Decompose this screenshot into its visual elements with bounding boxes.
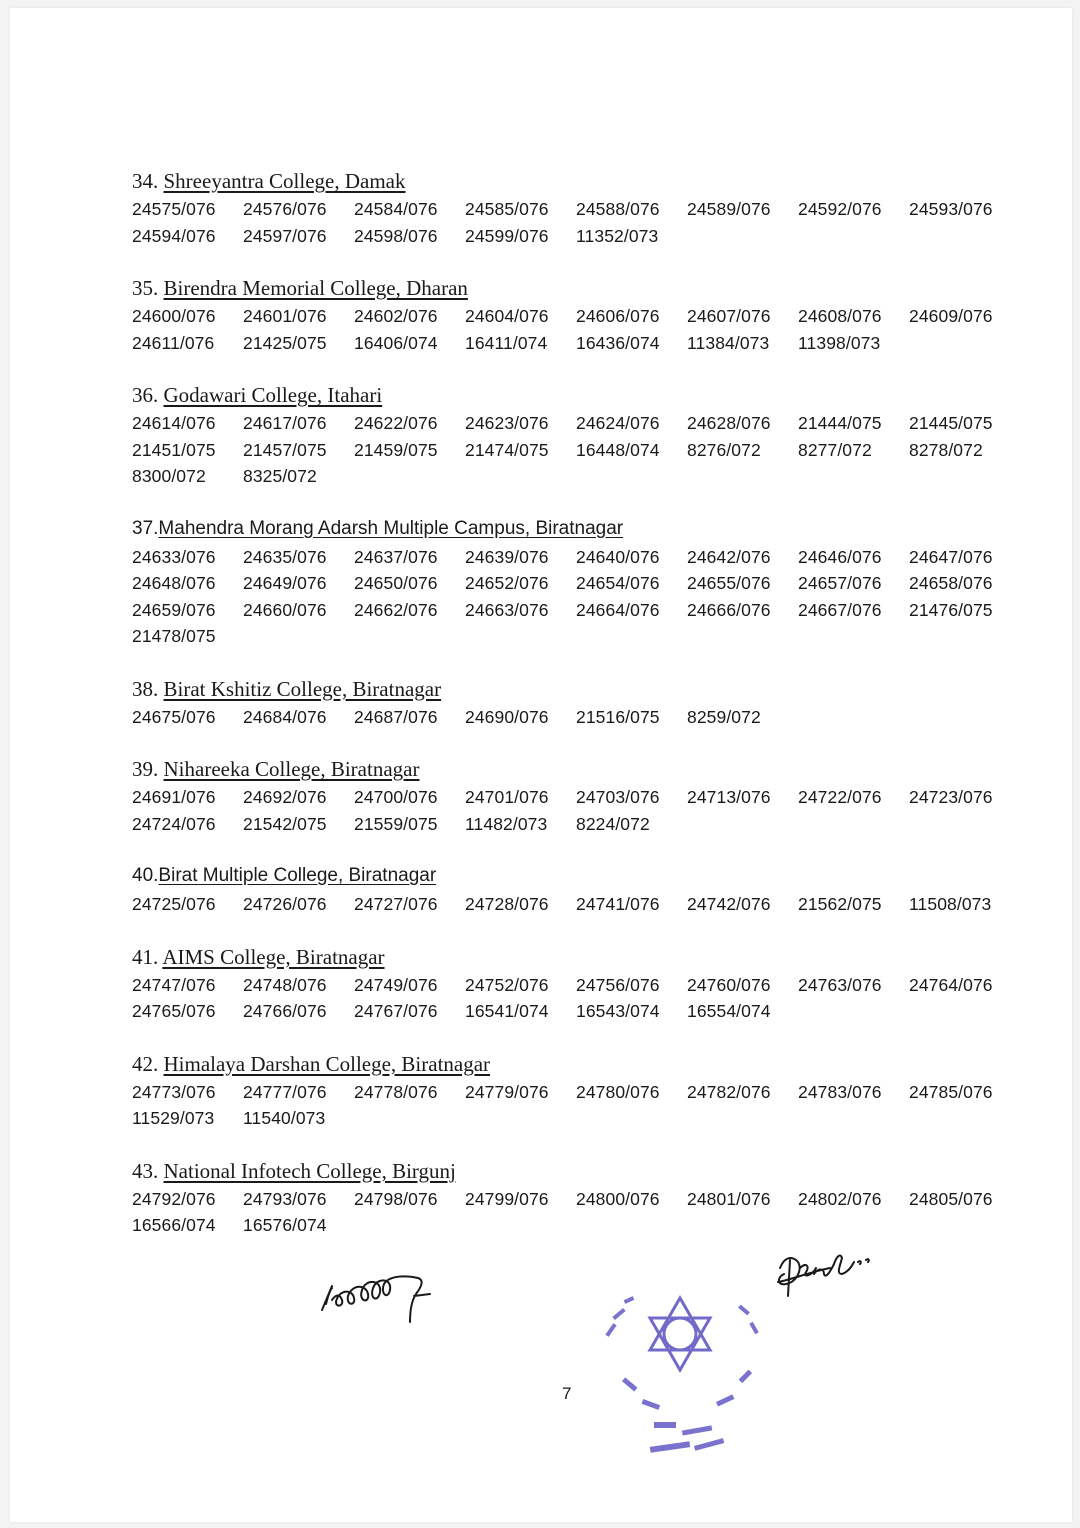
college-section bbox=[132, 676, 1012, 731]
symbol-number: 24646/076 bbox=[798, 546, 882, 567]
symbol-number-grid bbox=[132, 1186, 1012, 1239]
symbol-number: 24701/076 bbox=[465, 787, 549, 807]
symbol-number: 24778/076 bbox=[354, 1081, 438, 1102]
symbol-number: 11482/073 bbox=[465, 813, 548, 834]
symbol-number: 24777/076 bbox=[243, 1081, 327, 1102]
symbol-number: 24713/076 bbox=[687, 787, 771, 807]
symbol-number: 24657/076 bbox=[798, 573, 882, 593]
college-section bbox=[132, 275, 1012, 356]
symbol-number-grid bbox=[132, 410, 1012, 490]
symbol-number: 24592/076 bbox=[798, 199, 882, 219]
symbol-number: 24783/076 bbox=[798, 1081, 882, 1102]
college-heading bbox=[132, 275, 468, 301]
symbol-number: 11384/073 bbox=[687, 332, 770, 353]
document-page bbox=[10, 8, 1072, 1522]
college-section bbox=[132, 516, 1012, 650]
symbol-number-grid bbox=[132, 704, 1012, 731]
symbol-number-grid bbox=[132, 544, 1012, 650]
section-number: 41. bbox=[132, 944, 159, 969]
symbol-number: 24575/076 bbox=[132, 199, 216, 219]
symbol-number: 24722/076 bbox=[798, 787, 882, 807]
symbol-number: 24659/076 bbox=[132, 599, 216, 620]
symbol-number: 24584/076 bbox=[354, 199, 438, 219]
symbol-number: 24637/076 bbox=[354, 546, 438, 567]
symbol-number: 24703/076 bbox=[576, 787, 660, 807]
symbol-number: 16541/074 bbox=[465, 1001, 549, 1021]
symbol-number: 24658/076 bbox=[909, 573, 993, 593]
section-number: 42. bbox=[132, 1051, 159, 1076]
symbol-number: 24782/076 bbox=[687, 1081, 771, 1102]
symbol-number: 24664/076 bbox=[576, 599, 660, 620]
symbol-number: 24728/076 bbox=[465, 894, 549, 914]
symbol-number: 24617/076 bbox=[243, 413, 327, 433]
symbol-number: 24660/076 bbox=[243, 599, 327, 620]
symbol-number-grid bbox=[132, 196, 1012, 249]
symbol-number-grid bbox=[132, 891, 1012, 918]
symbol-number: 24655/076 bbox=[687, 573, 771, 593]
symbol-number-grid bbox=[132, 972, 1012, 1025]
college-heading bbox=[132, 1158, 456, 1184]
college-name: Birat Multiple College, Biratnagar bbox=[158, 865, 437, 886]
symbol-number: 16566/074 bbox=[132, 1215, 216, 1235]
college-section bbox=[132, 382, 1012, 490]
college-section bbox=[132, 168, 1012, 249]
symbol-number: 24763/076 bbox=[798, 974, 882, 995]
symbol-number: 24800/076 bbox=[576, 1188, 660, 1209]
symbol-number: 24608/076 bbox=[798, 306, 882, 326]
college-heading bbox=[132, 676, 441, 702]
college-heading bbox=[132, 1051, 490, 1077]
symbol-number: 24741/076 bbox=[576, 894, 660, 914]
symbol-number: 16406/074 bbox=[354, 332, 438, 353]
symbol-number: 24635/076 bbox=[243, 546, 327, 567]
college-name: Mahendra Morang Adarsh Multiple Campus, Biratnagar bbox=[158, 517, 624, 539]
symbol-number: 24588/076 bbox=[576, 199, 660, 219]
symbol-number: 8259/072 bbox=[687, 706, 761, 727]
symbol-number: 24600/076 bbox=[132, 306, 216, 326]
symbol-number: 24649/076 bbox=[243, 573, 327, 593]
symbol-number: 24640/076 bbox=[576, 546, 660, 567]
symbol-number: 24687/076 bbox=[354, 706, 438, 727]
symbol-number: 24765/076 bbox=[132, 1001, 216, 1021]
symbol-number: 24726/076 bbox=[243, 894, 327, 914]
symbol-number: 8325/072 bbox=[243, 466, 317, 486]
section-number: 34. bbox=[132, 169, 159, 193]
symbol-number: 8277/072 bbox=[798, 439, 872, 460]
symbol-number: 24690/076 bbox=[465, 706, 549, 727]
symbol-number: 24724/076 bbox=[132, 813, 216, 834]
symbol-number: 24767/076 bbox=[354, 1001, 438, 1021]
symbol-number: 16436/074 bbox=[576, 332, 660, 353]
symbol-number-grid bbox=[132, 1079, 1012, 1132]
symbol-number: 24654/076 bbox=[576, 573, 660, 593]
symbol-number: 24773/076 bbox=[132, 1081, 216, 1102]
symbol-number: 24727/076 bbox=[354, 894, 438, 914]
symbol-number: 24766/076 bbox=[243, 1001, 327, 1021]
symbol-number-grid bbox=[132, 784, 1012, 837]
college-heading bbox=[132, 382, 382, 408]
college-heading bbox=[132, 944, 385, 970]
symbol-number: 24601/076 bbox=[243, 306, 327, 326]
symbol-number: 11540/073 bbox=[243, 1108, 326, 1128]
symbol-number: 21444/075 bbox=[798, 413, 882, 433]
college-section bbox=[132, 1051, 1012, 1132]
symbol-number: 11508/073 bbox=[909, 894, 992, 914]
symbol-number: 24805/076 bbox=[909, 1188, 993, 1209]
symbol-number: 8300/072 bbox=[132, 466, 206, 486]
symbol-number: 24691/076 bbox=[132, 787, 216, 807]
symbol-number: 24639/076 bbox=[465, 546, 549, 567]
symbol-number: 24652/076 bbox=[465, 573, 549, 593]
college-name: Himalaya Darshan College, Biratnagar bbox=[163, 1051, 491, 1076]
symbol-number: 24792/076 bbox=[132, 1188, 216, 1209]
symbol-number: 24624/076 bbox=[576, 413, 660, 433]
symbol-number: 21542/075 bbox=[243, 813, 327, 834]
section-number: 40. bbox=[132, 865, 159, 886]
symbol-number: 8224/072 bbox=[576, 813, 650, 834]
college-name: National Infotech College, Birgunj bbox=[163, 1158, 456, 1183]
symbol-number: 21445/075 bbox=[909, 413, 993, 433]
symbol-number: 24684/076 bbox=[243, 706, 327, 727]
symbol-number: 16411/074 bbox=[465, 332, 548, 353]
section-number: 36. bbox=[132, 383, 159, 407]
signature-right bbox=[770, 1238, 890, 1308]
symbol-number: 24752/076 bbox=[465, 974, 549, 995]
symbol-number: 24628/076 bbox=[687, 413, 771, 433]
symbol-number: 24749/076 bbox=[354, 974, 438, 995]
symbol-number-grid bbox=[132, 303, 1012, 356]
symbol-number: 24785/076 bbox=[909, 1081, 993, 1102]
symbol-number: 16576/074 bbox=[243, 1215, 327, 1235]
symbol-number: 24675/076 bbox=[132, 706, 216, 727]
symbol-number: 11398/073 bbox=[798, 332, 881, 353]
symbol-number: 21474/075 bbox=[465, 439, 549, 460]
symbol-number: 24747/076 bbox=[132, 974, 216, 995]
college-heading bbox=[132, 863, 436, 889]
symbol-number: 24614/076 bbox=[132, 413, 216, 433]
symbol-number: 24609/076 bbox=[909, 306, 993, 326]
symbol-number: 24622/076 bbox=[354, 413, 438, 433]
symbol-number: 21478/075 bbox=[132, 626, 216, 646]
college-name: Godawari College, Itahari bbox=[163, 383, 383, 407]
symbol-number: 16448/074 bbox=[576, 439, 660, 460]
college-name: Nihareeka College, Biratnagar bbox=[163, 757, 420, 781]
symbol-number: 24760/076 bbox=[687, 974, 771, 995]
symbol-number: 16554/074 bbox=[687, 1001, 771, 1021]
college-name: Birendra Memorial College, Dharan bbox=[163, 276, 468, 300]
symbol-number: 24593/076 bbox=[909, 199, 993, 219]
college-heading bbox=[132, 516, 623, 542]
symbol-number: 24607/076 bbox=[687, 306, 771, 326]
symbol-number: 24723/076 bbox=[909, 787, 993, 807]
symbol-number: 24764/076 bbox=[909, 974, 993, 995]
symbol-number: 11352/073 bbox=[576, 225, 659, 246]
college-heading bbox=[132, 168, 406, 194]
page-number: 7 bbox=[562, 1384, 572, 1403]
symbol-number: 21562/075 bbox=[798, 894, 882, 914]
symbol-number: 11529/073 bbox=[132, 1108, 215, 1128]
symbol-number: 24602/076 bbox=[354, 306, 438, 326]
symbol-number: 16543/074 bbox=[576, 1001, 660, 1021]
symbol-number: 24589/076 bbox=[687, 199, 771, 219]
symbol-number: 24667/076 bbox=[798, 599, 882, 620]
symbol-number: 24642/076 bbox=[687, 546, 771, 567]
college-heading bbox=[132, 756, 419, 782]
college-name: Shreeyantra College, Damak bbox=[163, 169, 406, 193]
college-name: Birat Kshitiz College, Biratnagar bbox=[163, 676, 442, 701]
symbol-number: 24604/076 bbox=[465, 306, 549, 326]
section-number: 39. bbox=[132, 757, 159, 781]
symbol-number: 24779/076 bbox=[465, 1081, 549, 1102]
college-section bbox=[132, 756, 1012, 837]
symbol-number: 24594/076 bbox=[132, 225, 216, 246]
symbol-number: 24692/076 bbox=[243, 787, 327, 807]
symbol-number: 24611/076 bbox=[132, 332, 215, 353]
symbol-number: 24599/076 bbox=[465, 225, 549, 246]
symbol-number: 21425/075 bbox=[243, 332, 327, 353]
symbol-number: 24793/076 bbox=[243, 1188, 327, 1209]
symbol-number: 24802/076 bbox=[798, 1188, 882, 1209]
symbol-number: 21476/075 bbox=[909, 599, 993, 620]
section-number: 43. bbox=[132, 1158, 159, 1183]
signature-left bbox=[318, 1260, 458, 1340]
symbol-number: 24725/076 bbox=[132, 894, 216, 914]
symbol-number: 24576/076 bbox=[243, 199, 327, 219]
symbol-number: 24742/076 bbox=[687, 894, 771, 914]
university-seal-stamp bbox=[598, 1278, 778, 1468]
symbol-number: 24748/076 bbox=[243, 974, 327, 995]
symbol-number: 24647/076 bbox=[909, 546, 993, 567]
symbol-number: 24597/076 bbox=[243, 225, 327, 246]
symbol-number: 21451/075 bbox=[132, 439, 216, 460]
symbol-number: 24780/076 bbox=[576, 1081, 660, 1102]
symbol-number: 21459/075 bbox=[354, 439, 438, 460]
symbol-number: 21559/075 bbox=[354, 813, 438, 834]
symbol-number: 21457/075 bbox=[243, 439, 327, 460]
symbol-number: 24663/076 bbox=[465, 599, 549, 620]
college-section bbox=[132, 1158, 1012, 1239]
symbol-number: 24799/076 bbox=[465, 1188, 549, 1209]
symbol-number: 24606/076 bbox=[576, 306, 660, 326]
symbol-number: 24648/076 bbox=[132, 573, 216, 593]
symbol-number: 8276/072 bbox=[687, 439, 761, 460]
symbol-number: 24662/076 bbox=[354, 599, 438, 620]
symbol-number: 21516/075 bbox=[576, 706, 660, 727]
symbol-number: 24633/076 bbox=[132, 546, 216, 567]
section-number: 37. bbox=[132, 517, 159, 539]
college-section bbox=[132, 944, 1012, 1025]
college-section bbox=[132, 863, 1012, 918]
symbol-number: 24585/076 bbox=[465, 199, 549, 219]
college-list bbox=[132, 168, 1012, 1265]
symbol-number: 24798/076 bbox=[354, 1188, 438, 1209]
symbol-number: 24598/076 bbox=[354, 225, 438, 246]
symbol-number: 24666/076 bbox=[687, 599, 771, 620]
symbol-number: 24700/076 bbox=[354, 787, 438, 807]
symbol-number: 24650/076 bbox=[354, 573, 438, 593]
section-number: 35. bbox=[132, 276, 159, 300]
symbol-number: 8278/072 bbox=[909, 439, 983, 460]
symbol-number: 24756/076 bbox=[576, 974, 660, 995]
college-name: AIMS College, Biratnagar bbox=[162, 944, 385, 969]
symbol-number: 24801/076 bbox=[687, 1188, 771, 1209]
section-number: 38. bbox=[132, 676, 159, 701]
symbol-number: 24623/076 bbox=[465, 413, 549, 433]
